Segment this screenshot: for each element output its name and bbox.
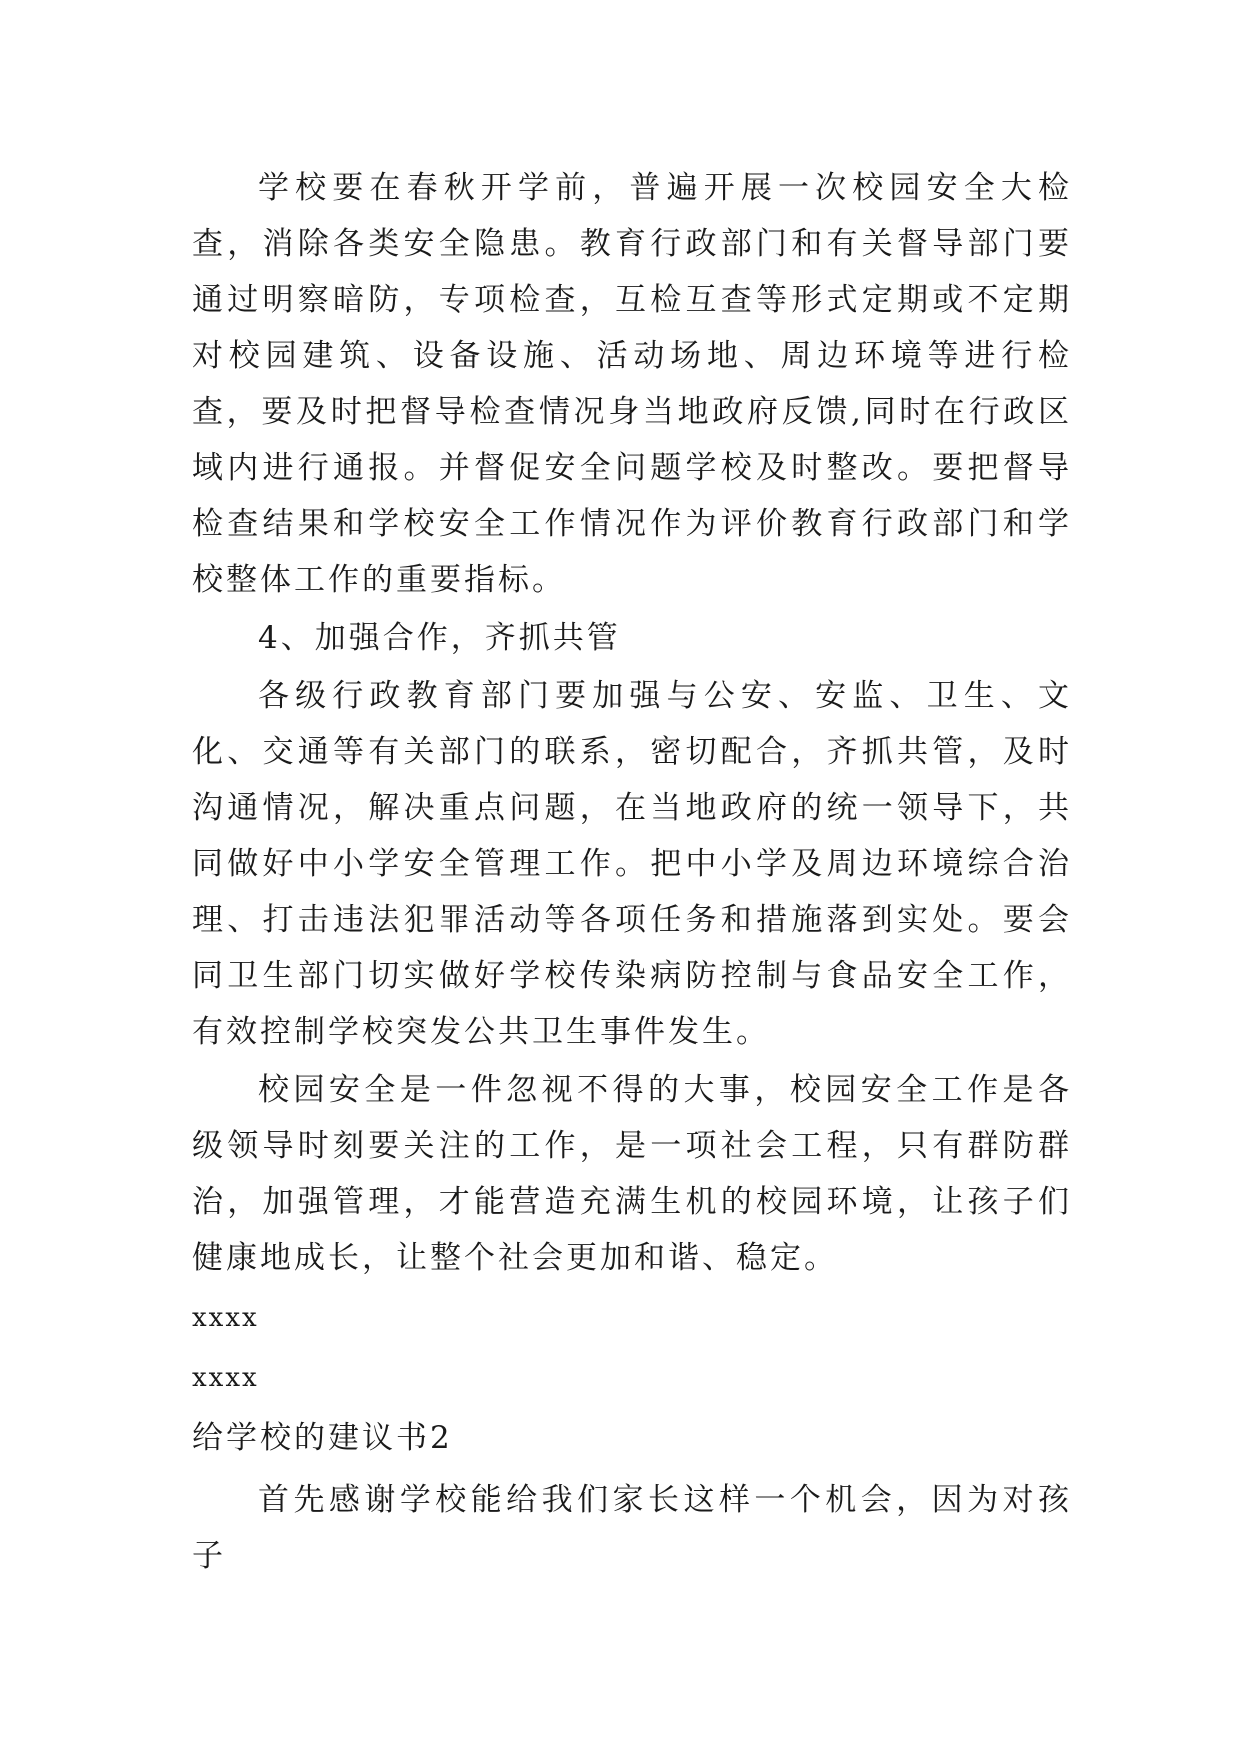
paragraph-intro-2: 首先感谢学校能给我们家长这样一个机会，因为对孩子 (192, 1482, 1072, 1574)
document-body (192, 160, 1072, 1584)
signature-line-1: xxxx (192, 1303, 259, 1333)
paragraph-campus-inspection: 学校要在春秋开学前，普遍开展一次校园安全大检查，消除各类安全隐患。教育行政部门和有关督导部门要通过明察暗防，专项检查，互检互查等形式定期或不定期对校园建筑、设备设施、活动场地、周边环境等进行检查，要及时把督导检查情况身当地政府反馈,同时在行政区域内进行通报。并督促安全问题学校及时整改。要把督导检查结果和学校安全工作情况作为评价教育行政部门和学校整体工作的重要指标。 (192, 170, 1072, 598)
paragraph-conclusion: 校园安全是一件忽视不得的大事，校园安全工作是各级领导时刻要关注的工作，是一项社会工程，只有群防群治，加强管理，才能营造充满生机的校园环境，让孩子们健康地成长，让整个社会更加和谐、稳定。 (192, 1072, 1072, 1276)
signature-line-2: xxxx (192, 1363, 259, 1393)
section-heading-cooperation: 4、加强合作，齐抓共管 (258, 620, 621, 656)
paragraph-cooperation: 各级行政教育部门要加强与公安、安监、卫生、文化、交通等有关部门的联系，密切配合，齐抓共管，及时沟通情况，解决重点问题，在当地政府的统一领导下，共同做好中小学安全管理工作。把中小学及周边环境综合治理、打击违法犯罪活动等各项任务和措施落到实处。要会同卫生部门切实做好学校传染病防控制与食品安全工作，有效控制学校突发公共卫生事件发生。 (192, 678, 1072, 1050)
document-title-2: 给学校的建议书2 (192, 1420, 453, 1456)
